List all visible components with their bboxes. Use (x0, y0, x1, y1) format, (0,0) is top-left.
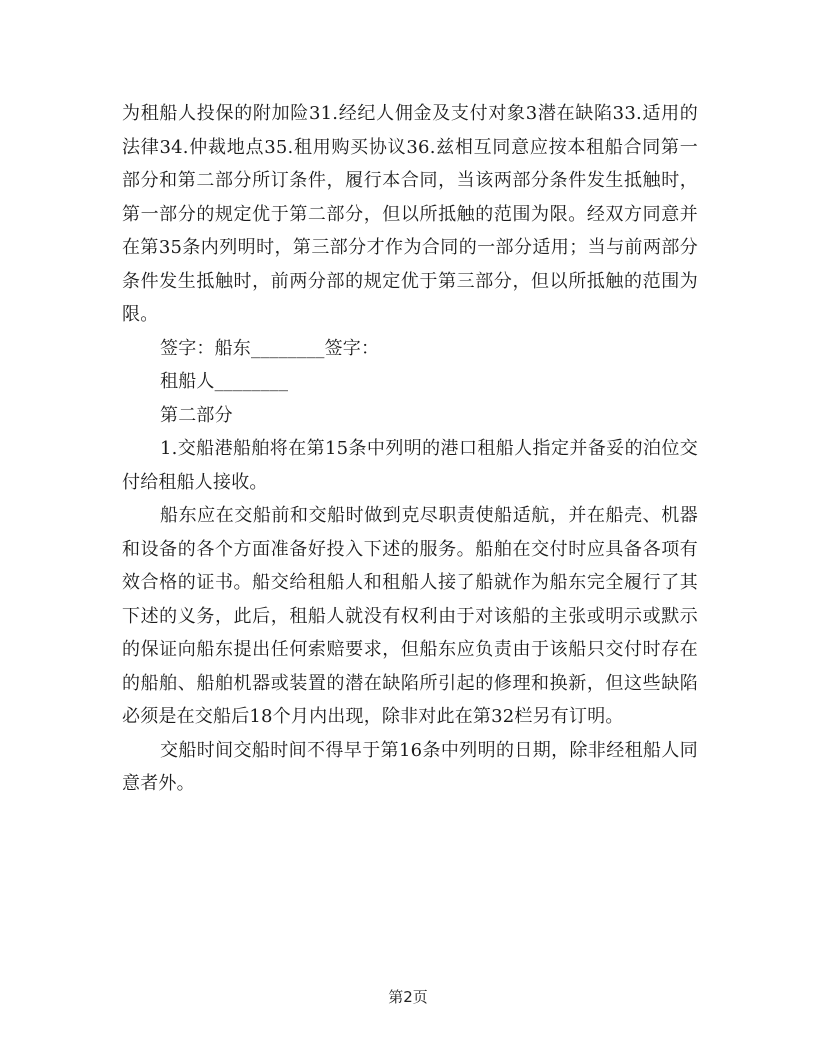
clause-delivery-time: 交船时间交船时间不得早于第16条中列明的日期，除非经租船人同意者外。 (122, 739, 698, 794)
clause-delivery-port: 1.交船港船舶将在第15条中列明的港口租船人指定并备妥的泊位交付给租船人接收。 (122, 438, 698, 493)
signature-shipowner-line: 签字：船东________签字： (160, 337, 380, 359)
clause-shipowner-obligations: 船东应在交船前和交船时做到克尽职责使船适航，并在船壳、机器和设备的各个方面准备好投入下述的服务。船舶在交付时应具备各项有效合格的证书。船交给租船人和租船人接了船就作为船东完全履行了其下述的义务，此后，租船人就没有权利由于对该船的主张或明示或默示的保证向船东提出任何索赔要求，但船东应负责由于该船只交付时存在的船舶、船舶机器或装置的潜在缺陷所引起的修理和换新，但这些缺陷必须是在交船后18个月内出现，除非对此在第32栏另有订明。 (122, 505, 698, 727)
page-number: 第2页 (388, 988, 428, 1006)
signature-charterer-line: 租船人________ (160, 371, 289, 392)
document-body (122, 97, 698, 801)
contract-clauses-paragraph: 为租船人投保的附加险31.经纪人佣金及支付对象3潜在缺陷33.适用的法律34.仲裁地点35.租用购买协议36.兹相互同意应按本租船合同第一部分和第二部分所订条件，履行本合同，当该两部分条件发生抵触时，第一部分的规定优于第二部分，但以所抵触的范围为限。经双方同意并在第35条内列明时，第三部分才作为合同的一部分适用；当与前两部分条件发生抵触时，前两分部的规定优于第三部分，但以所抵触的范围为限。 (122, 103, 698, 325)
section-heading-part-two: 第二部分 (160, 404, 233, 426)
